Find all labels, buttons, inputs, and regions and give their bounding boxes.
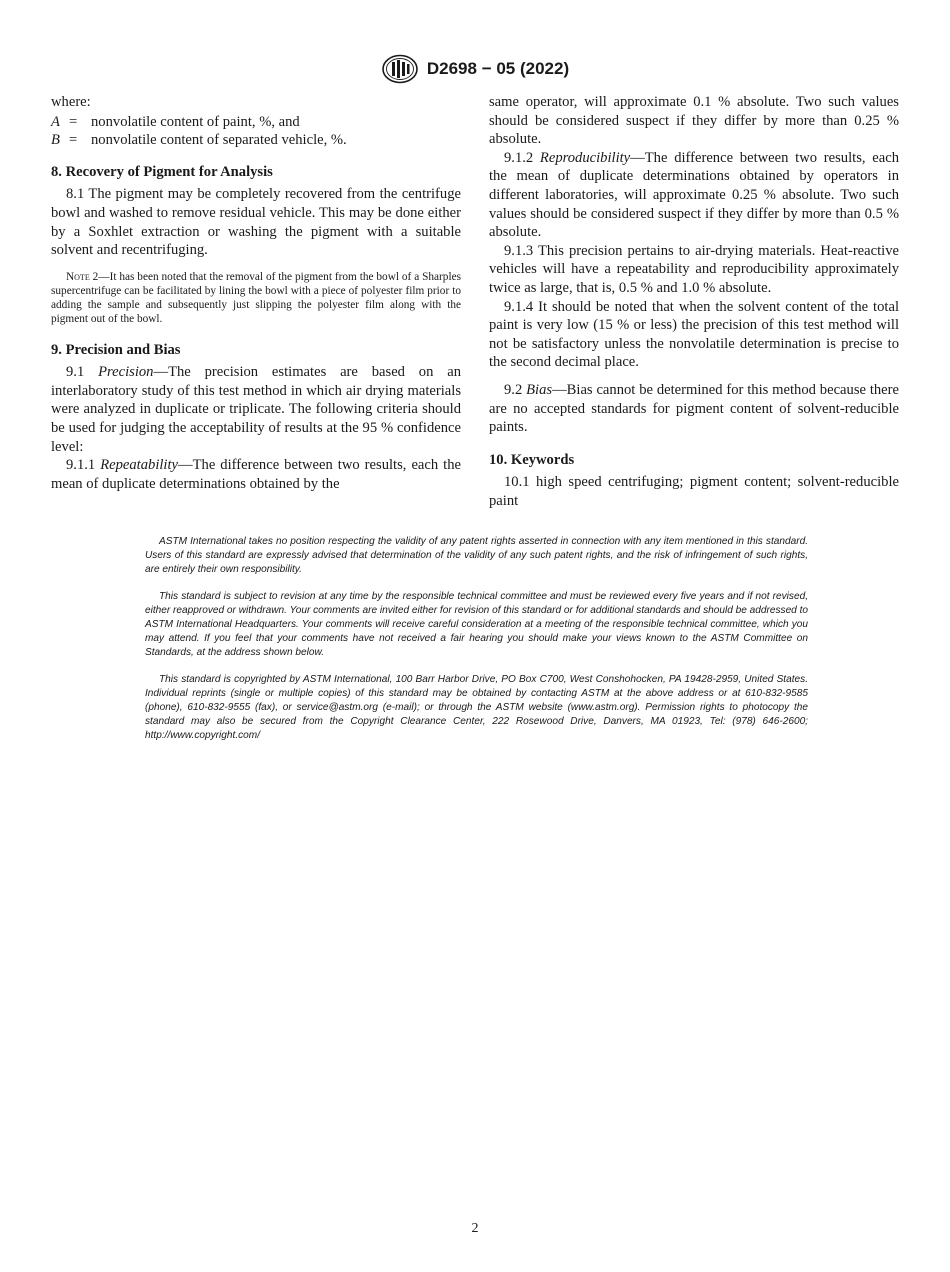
para-text: —The precision estimates are based on an interlaboratory study of this test method in which air drying materials were analyzed in duplicate or triplicate. The following criteria should be used for judging the acceptability of results at the 95 % confidence level: xyxy=(51,364,462,455)
paragraph-9-1-4: 9.1.4 It should be noted that when the solvent content of the total paint is very low (15 % or less) the precision of this test method will not be satisfactory unless the nonvolatile determination is precise to the second decimal place. xyxy=(489,298,899,371)
para-text: —The difference between two results, each the mean of duplicate determinations obtained by the xyxy=(51,457,461,492)
para-number: 9.2 xyxy=(504,381,527,398)
definition-text: nonvolatile content of paint, %, and xyxy=(91,113,300,130)
patent-notice: ASTM International takes no position respecting the validity of any patent rights asserted in connection with any item mentioned in this standard. Users of this standard are expressly advised that determination of the validity of any such patent rights, and the risk of infringement of such rights, are entirely their own responsibility. xyxy=(145,536,808,575)
right-column xyxy=(489,93,899,510)
definition-symbol: A xyxy=(51,113,60,130)
note-text: —It has been noted that the removal of the pigment from the bowl of a Sharples supercentrifuge can be facilitated by lining the bowl with a piece of polyester film prior to adding the sample and subsequently just slipping the polyester film along with the pigment out of the bowl. xyxy=(51,270,462,326)
para-term: Repeatability xyxy=(100,457,179,474)
page-header xyxy=(0,54,950,84)
paragraph-9-1-3: 9.1.3 This precision pertains to air-drying materials. Heat-reactive vehicles will have a repeatability and reproducibility approximately twice as large, that is, 0.5 % and 1.0 % absolute. xyxy=(489,242,899,296)
variable-definitions xyxy=(51,113,461,150)
definition-text: nonvolatile content of separated vehicle, %. xyxy=(91,132,347,149)
paragraph-9-1-1-continued: same operator, will approximate 0.1 % absolute. Two such values should be considered suspect if they differ by more than 0.25 % absolute. xyxy=(489,94,899,148)
definition-equals: = xyxy=(69,113,78,130)
para-text: —Bias cannot be determined for this method because there are no accepted standards for pigment content of solvent-reducible paints. xyxy=(489,381,899,436)
revision-notice: This standard is subject to revision at any time by the responsible technical committee and must be reviewed every five years and if not revised, either reapproved or withdrawn. Your comments are invited either for revision of this standard or for additional standards and should be addressed to ASTM International Headquarters. Your comments will receive careful consideration at a meeting of the responsible technical committee, which you may attend. If you feel that your comments have not received a fair hearing you should make your views known to the ASTM Committee on Standards, at the address shown below. xyxy=(145,591,809,658)
paragraph-9-1-2 xyxy=(489,149,899,242)
note-label: Note 2 xyxy=(66,270,99,283)
para-term: Precision xyxy=(98,364,154,381)
para-term: Reproducibility xyxy=(539,149,631,166)
para-term: Bias xyxy=(526,381,553,398)
legal-footer xyxy=(145,535,808,756)
left-column xyxy=(51,93,461,493)
document-designation: D2698 − 05 (2022) xyxy=(426,59,570,78)
section-9-heading: 9. Precision and Bias xyxy=(51,341,181,358)
paragraph-8-1: 8.1 The pigment may be completely recovered from the centrifuge bowl and washed to remove residual vehicle. This may be done either by a Soxhlet extraction or washing the pigment with a suitable solvent and recentrifuging. xyxy=(51,186,461,259)
paragraph-9-1 xyxy=(51,363,461,456)
where-label: where: xyxy=(51,94,91,110)
paragraph-9-2 xyxy=(489,381,899,437)
section-10-heading: 10. Keywords xyxy=(489,451,575,468)
page-number: 2 xyxy=(471,1221,479,1236)
note-2 xyxy=(51,270,461,327)
definition-symbol: B xyxy=(51,132,60,149)
astm-logo xyxy=(381,54,419,84)
definition-equals: = xyxy=(69,132,78,149)
para-number: 9.1.2 xyxy=(504,149,540,166)
para-number: 9.1.1 xyxy=(66,457,101,474)
paragraph-10-1: 10.1 high speed centrifuging; pigment content; solvent-reducible paint xyxy=(489,474,899,509)
paragraph-9-1-1 xyxy=(51,456,461,493)
para-text: —The difference between two results, each the mean of duplicate determinations obtained by operators in different laboratories, will approximate 0.25 % absolute. Two such values should be considered suspect if they differ by more than 0.5 % absolute. xyxy=(489,149,899,241)
para-number: 9.1 xyxy=(66,364,99,381)
section-8-heading: 8. Recovery of Pigment for Analysis xyxy=(51,163,273,180)
copyright-notice: This standard is copyrighted by ASTM International, 100 Barr Harbor Drive, PO Box C700, West Conshohocken, PA 19428-2959, United States. Individual reprints (single or multiple copies) of this standard may be obtained by contacting ASTM at the above address or at 610-832-9585 (phone), 610-832-9555 (fax), or service@astm.org (e-mail); or through the ASTM website (www.astm.org). Permission rights to photocopy the standard may also be secured from the Copyright Clearance Center, 222 Rosewood Drive, Danvers, MA 01923, Tel: (978) 646-2600; http://www.copyright.com/ xyxy=(145,674,808,741)
